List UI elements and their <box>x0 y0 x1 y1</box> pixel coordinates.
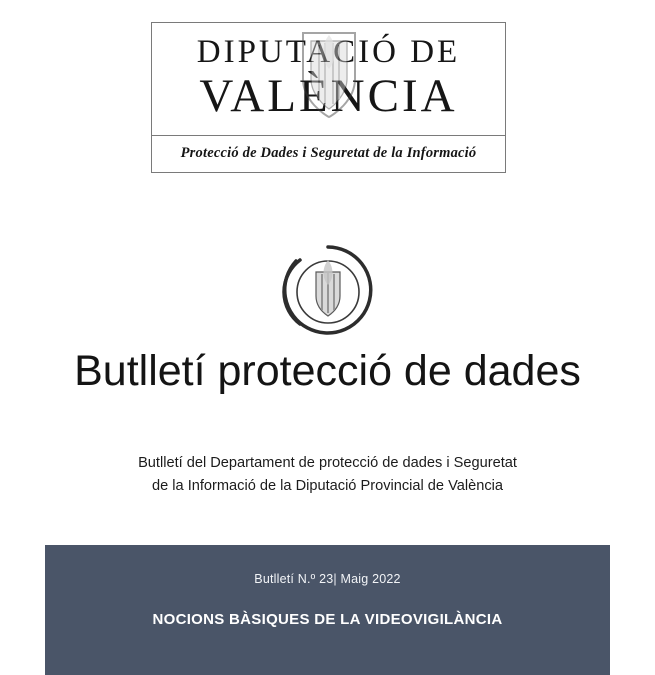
logo-line-2: VALÈNCIA <box>199 69 458 122</box>
page-subtitle <box>0 452 655 497</box>
logo-wordmark <box>152 23 505 127</box>
logo-department-subtitle: Protecció de Dades i Seguretat de la Informació <box>180 144 477 161</box>
page-title: Butlletí protecció de dades <box>74 347 581 395</box>
institution-logo-block <box>151 22 506 173</box>
circular-shield-emblem-icon <box>276 238 380 342</box>
issue-headline: NOCIONS BÀSIQUES DE LA VIDEOVIGILÀNCIA <box>152 611 503 628</box>
issue-number-label: Butlletí N.º 23| Maig 2022 <box>254 572 401 586</box>
page-subtitle-line-2: de la Informació de la Diputació Provincial de València <box>152 477 503 494</box>
issue-band <box>45 545 610 675</box>
logo-line-1: DIPUTACIÓ DE <box>196 34 461 70</box>
page-subtitle-line-1: Butlletí del Departament de protecció de dades i Seguretat <box>138 455 517 471</box>
